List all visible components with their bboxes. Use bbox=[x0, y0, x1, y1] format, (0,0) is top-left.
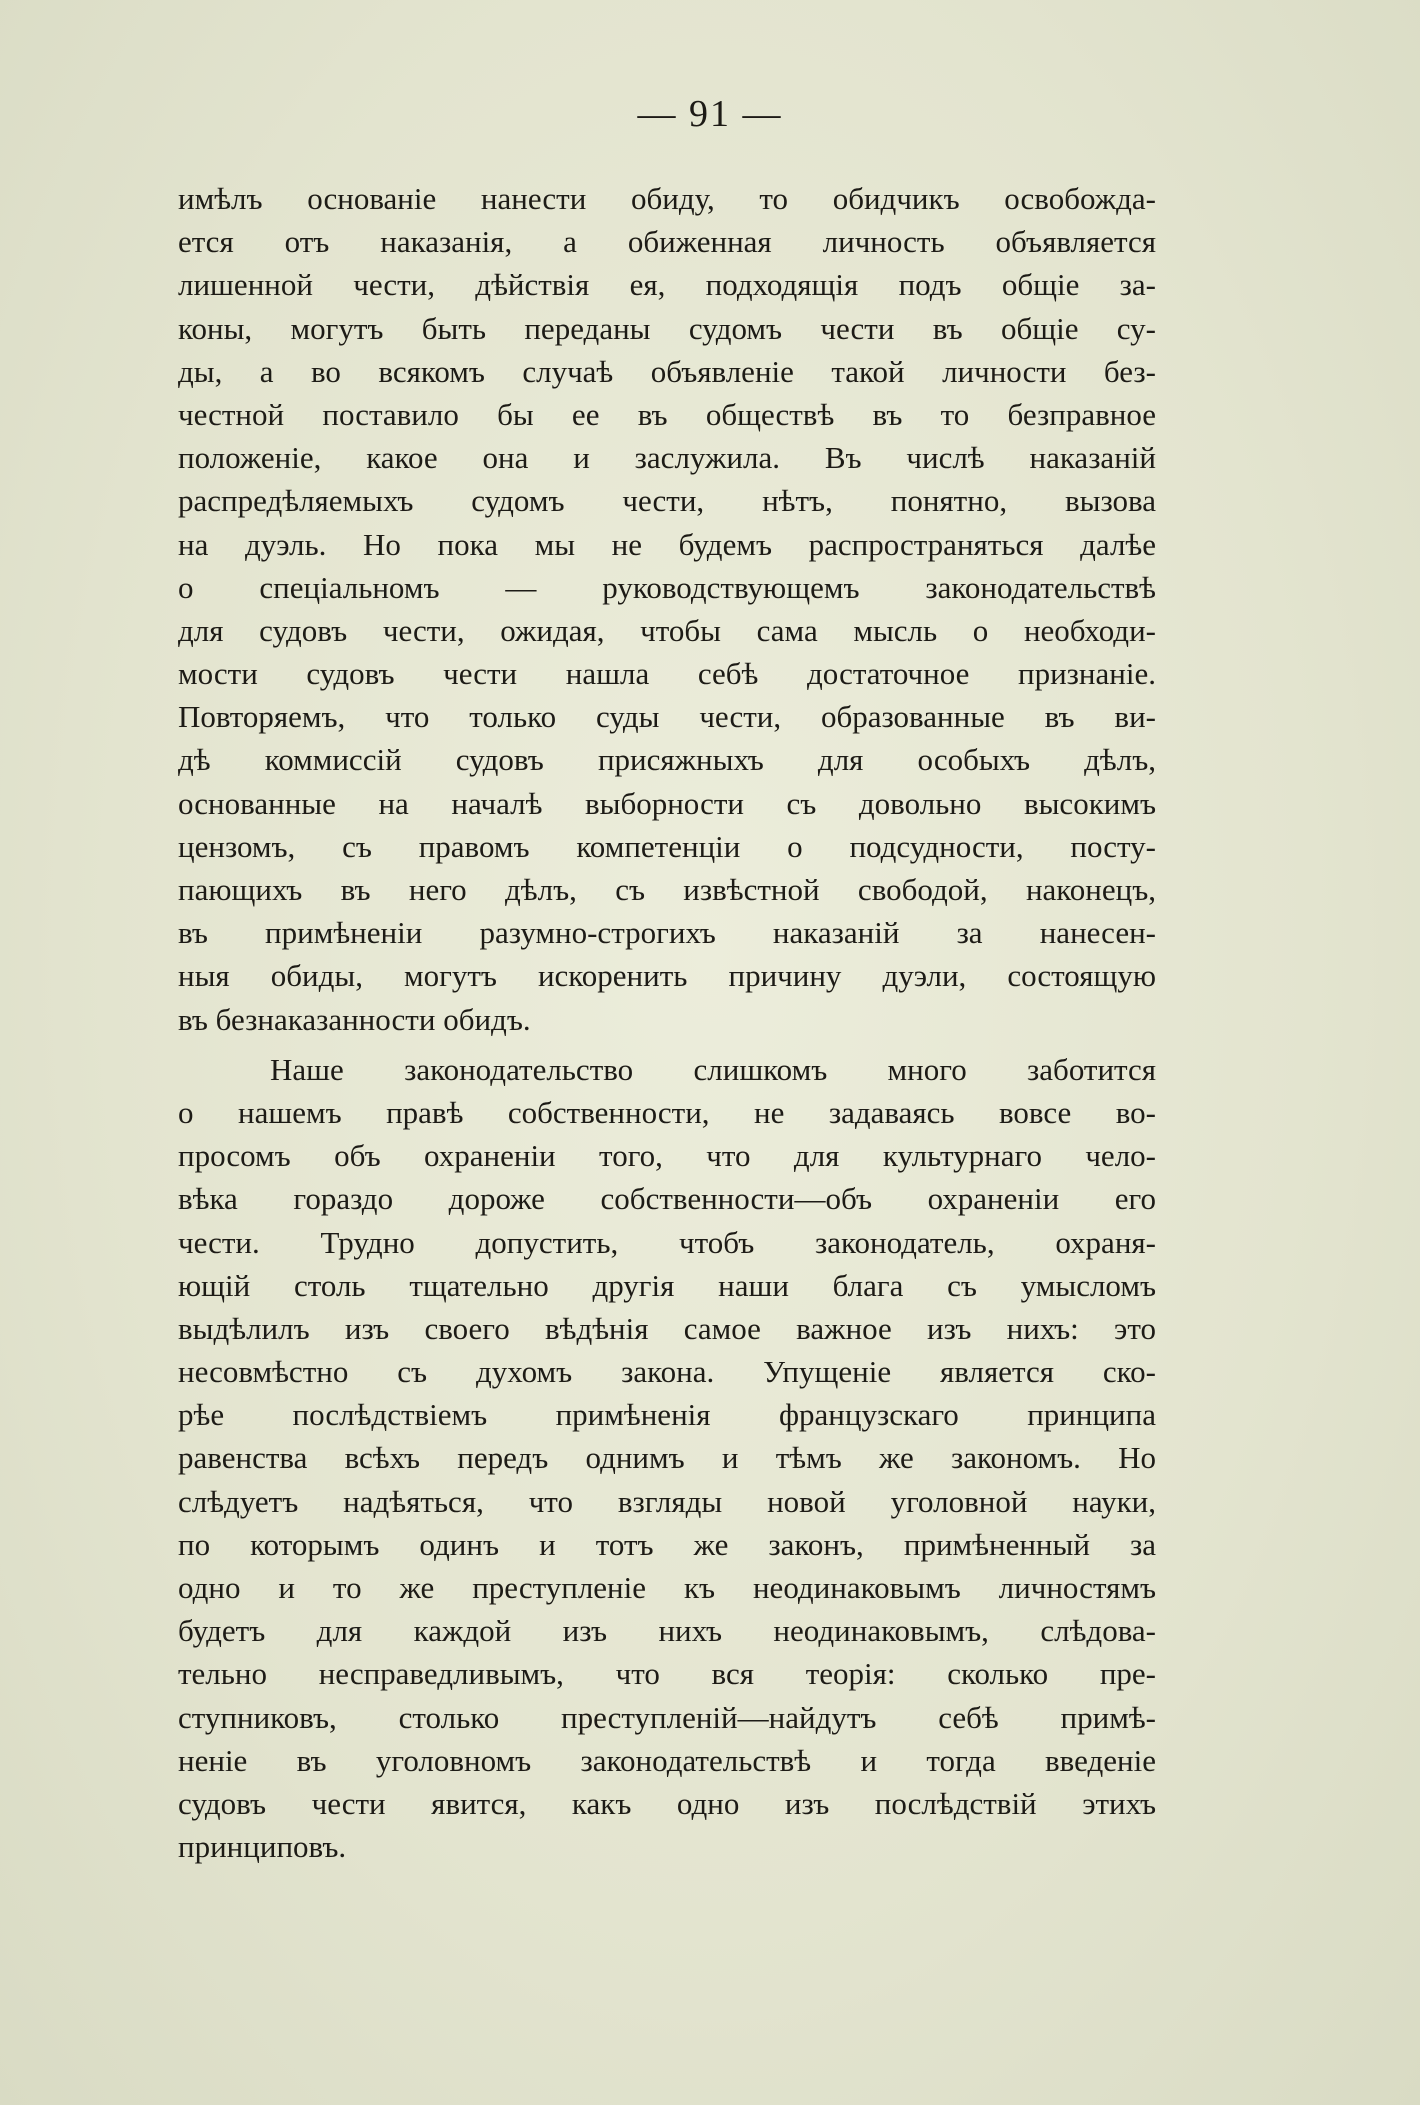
text-line: рѣе послѣдствіемъ примѣненія французскаго принципа bbox=[178, 1397, 1156, 1433]
text-line: дѣ коммиссій судовъ присяжныхъ для особыхъ дѣлъ, bbox=[178, 742, 1156, 778]
text-line: тельно несправедливымъ, что вся теорія: сколько пре- bbox=[178, 1656, 1156, 1692]
text-line: въ примѣненіи разумно-строгихъ наказаній за нанесен- bbox=[178, 915, 1156, 951]
text-line: ющій столь тщательно другія наши блага съ умысломъ bbox=[178, 1267, 1156, 1303]
text-line: честной поставило бы ее въ обществѣ въ то безправное bbox=[178, 396, 1156, 432]
text-line: Наше законодательство слишкомъ много заботится bbox=[270, 1051, 1156, 1087]
text-line: пающихъ въ него дѣлъ, съ извѣстной свободой, наконецъ, bbox=[178, 872, 1156, 907]
text-line: коны, могутъ быть переданы судомъ чести въ общіе су- bbox=[178, 310, 1156, 346]
text-line: положеніе, какое она и заслужила. Въ числѣ наказаній bbox=[178, 440, 1156, 476]
text-line: на дуэль. Но пока мы не будемъ распространяться далѣе bbox=[178, 526, 1156, 562]
text-line: вѣка гораздо дороже собственности—объ охраненіи его bbox=[178, 1181, 1156, 1217]
page-number: — 91 — bbox=[637, 93, 783, 135]
text-line: ныя обиды, могутъ искоренить причину дуэли, состоящую bbox=[178, 958, 1156, 994]
text-line: одно и то же преступленіе къ неодинаковымъ личностямъ bbox=[178, 1570, 1156, 1605]
body-text bbox=[178, 177, 1156, 1868]
text-line: просомъ объ охраненіи того, что для культурнаго чело- bbox=[178, 1138, 1156, 1174]
text-line: чести. Трудно допустить, чтобъ законодатель, охраня- bbox=[178, 1224, 1156, 1260]
paragraph-gap bbox=[178, 1041, 1156, 1048]
text-line: о спеціальномъ — руководствующемъ законодательствѣ bbox=[178, 569, 1156, 605]
text-line: цензомъ, съ правомъ компетенціи о подсудности, посту- bbox=[178, 828, 1156, 864]
text-line: Повторяемъ, что только суды чести, образованные въ ви- bbox=[178, 699, 1156, 735]
text-line: принциповъ. bbox=[178, 1829, 347, 1865]
text-line: судовъ чести явится, какъ одно изъ послѣдствій этихъ bbox=[178, 1785, 1156, 1821]
text-line: неніе въ уголовномъ законодательствѣ и тогда введеніе bbox=[178, 1742, 1156, 1778]
text-line: имѣлъ основаніе нанести обиду, то обидчикъ освобожда- bbox=[178, 181, 1156, 216]
text-line: ется отъ наказанія, а обиженная личность объявляется bbox=[178, 224, 1156, 260]
text-line: распредѣляемыхъ судомъ чести, нѣтъ, понятно, вызова bbox=[178, 483, 1156, 519]
paragraph-2 bbox=[178, 1048, 1156, 1869]
text-line: несовмѣстно съ духомъ закона. Упущеніе является ско- bbox=[178, 1354, 1156, 1390]
paragraph-1 bbox=[178, 177, 1156, 1041]
text-line: по которымъ одинъ и тотъ же законъ, примѣненный за bbox=[178, 1526, 1156, 1562]
text-line: лишенной чести, дѣйствія ея, подходящія подъ общіе за- bbox=[178, 267, 1156, 303]
text-line: основанные на началѣ выборности съ довольно высокимъ bbox=[178, 785, 1156, 821]
text-line: мости судовъ чести нашла себѣ достаточное признаніе. bbox=[178, 656, 1156, 692]
text-line: о нашемъ правѣ собственности, не задаваясь вовсе во- bbox=[178, 1094, 1156, 1130]
text-line: равенства всѣхъ передъ однимъ и тѣмъ же закономъ. Но bbox=[178, 1440, 1156, 1476]
text-line: будетъ для каждой изъ нихъ неодинаковымъ, слѣдова- bbox=[178, 1613, 1156, 1649]
text-line: слѣдуетъ надѣяться, что взгляды новой уголовной науки, bbox=[178, 1483, 1156, 1519]
text-line: ступниковъ, столько преступленій—найдутъ себѣ примѣ- bbox=[178, 1699, 1156, 1735]
text-line: въ безнаказанности обидъ. bbox=[178, 1001, 531, 1037]
text-line: ды, а во всякомъ случаѣ объявленіе такой личности без- bbox=[178, 353, 1156, 389]
text-line: для судовъ чести, ожидая, чтобы сама мысль о необходи- bbox=[178, 612, 1156, 648]
text-line: выдѣлилъ изъ своего вѣдѣнія самое важное изъ нихъ: это bbox=[178, 1310, 1156, 1346]
